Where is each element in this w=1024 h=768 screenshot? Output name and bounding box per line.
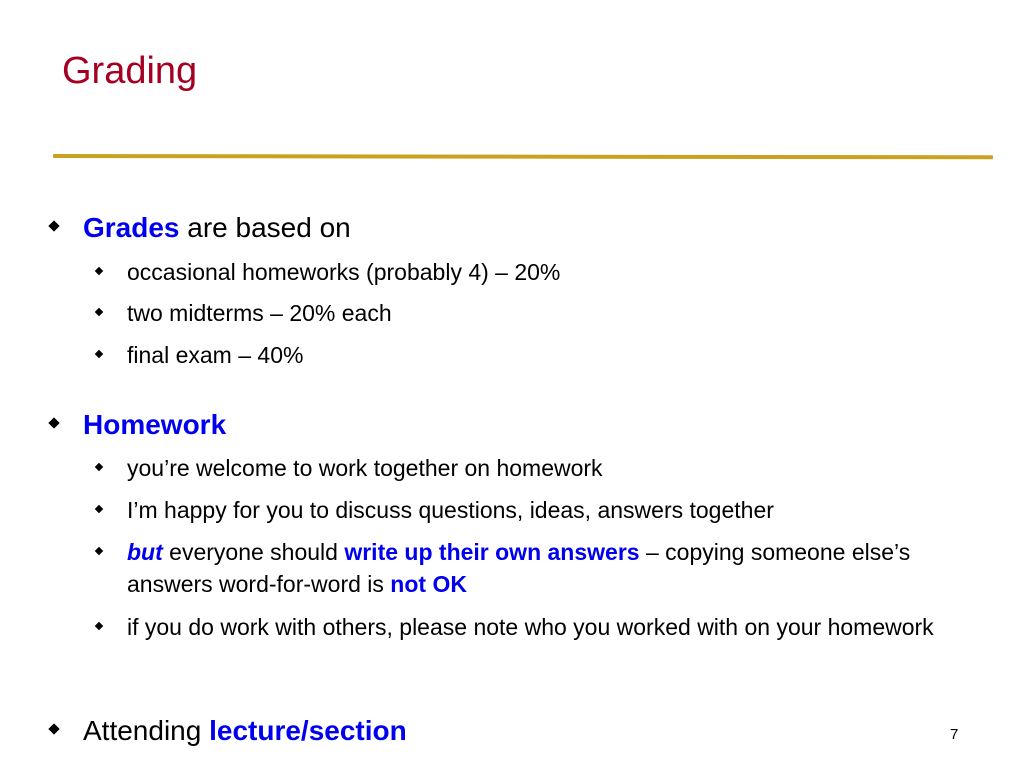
but-emphasis: but [127,539,163,565]
sub-bullet-text [127,536,937,600]
sub-bullet-text: you’re welcome to work together on homework [127,455,603,481]
sub-bullet-text: final exam – 40% [127,342,304,368]
sub-bullet-text: if you do work with others, please note who you worked with on your homework [127,614,934,640]
sub-bullet-text: I’m happy for you to discuss questions, ideas, answers together [127,497,774,523]
diamond-bullet-icon [48,220,59,231]
title-underline-rule [53,154,993,159]
sub-bullet-text: occasional homeworks (probably 4) – 20% [127,259,561,285]
grades-heading-rest: are based on [179,212,351,243]
sub-bullet-text: two midterms – 20% each [127,300,392,326]
diamond-bullet-icon [95,622,103,630]
diamond-bullet-icon [48,417,59,428]
not-ok-emphasis: not OK [390,571,467,597]
diamond-bullet-icon [95,308,103,316]
attending-plain: Attending [83,715,210,746]
page-number: 7 [950,726,959,743]
slide-title: Grading [62,50,198,92]
diamond-bullet-icon [95,505,103,513]
diamond-bullet-icon [95,350,103,358]
grades-keyword: Grades [83,212,180,243]
homework-heading: Homework [83,409,227,440]
diamond-bullet-icon [95,463,103,471]
diamond-bullet-icon [48,723,59,734]
own-answers-part2: – copying someone else’s answers word-for-word is [127,539,911,597]
bullet-grades-text [83,211,351,245]
own-answers-emphasis: write up their own answers [344,539,640,565]
bullet-attending-text [83,714,407,748]
diamond-bullet-icon [95,547,103,555]
diamond-bullet-icon [95,267,103,275]
own-answers-part1: everyone should [162,539,345,565]
lecture-section-emphasis: lecture/section [209,715,407,746]
